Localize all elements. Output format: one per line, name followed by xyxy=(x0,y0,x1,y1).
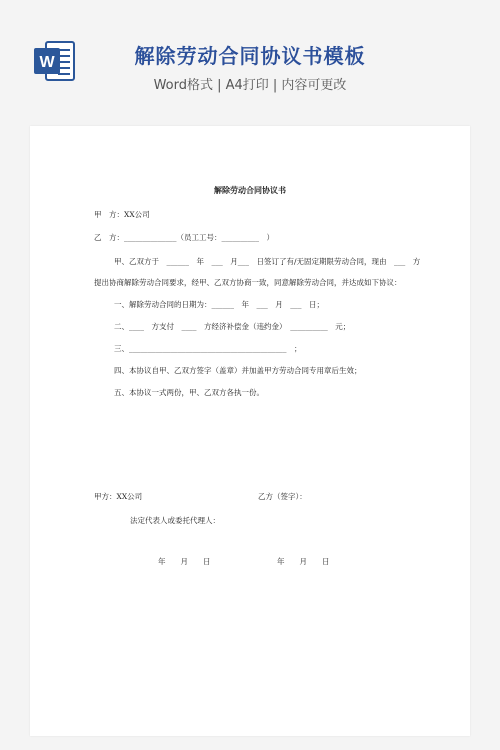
clause-1: 一、解除劳动合同的日期为：______ 年 ___ 月 ___ 日； xyxy=(114,300,324,309)
clause-5: 五、本协议一式两份，甲、乙双方各执一份。 xyxy=(114,388,264,397)
page-subtitle: Word格式 | A4打印 | 内容可更改 xyxy=(153,78,347,93)
header xyxy=(0,0,500,118)
page-title: 解除劳动合同协议书模板 xyxy=(134,44,366,68)
party-a-line: 甲 方：XX公司 xyxy=(94,210,150,219)
clause-2: 二、____ 方支付 ____ 方经济补偿金（违约金） __________ 元； xyxy=(114,322,351,331)
paragraph-line-1: 甲、乙双方于 ______ 年 ___ 月___ 日签订了有/无固定期限劳动合同，现由 ___ 方 xyxy=(114,257,421,266)
date-party-b: 年 月 日 xyxy=(277,557,330,566)
document-title: 解除劳动合同协议书 xyxy=(214,185,286,195)
signature-party-b: 乙方（签字）： xyxy=(258,492,307,501)
party-b-line: 乙 方：______________（员工工号：__________ ） xyxy=(94,233,274,242)
signature-party-a: 甲方：XX公司 xyxy=(94,492,143,501)
document-page xyxy=(30,126,470,736)
paragraph-line-2: 提出协商解除劳动合同要求，经甲、乙双方协商一致，同意解除劳动合同，并达成如下协议： xyxy=(94,278,402,287)
clause-3: 三、__________________________________________ ； xyxy=(114,344,302,353)
clause-4: 四、本协议自甲、乙双方签字（盖章）并加盖甲方劳动合同专用章后生效； xyxy=(114,366,362,375)
svg-text:W: W xyxy=(39,54,55,71)
legal-representative-label: 法定代表人或委托代理人： xyxy=(130,516,220,525)
date-party-a: 年 月 日 xyxy=(158,557,211,566)
